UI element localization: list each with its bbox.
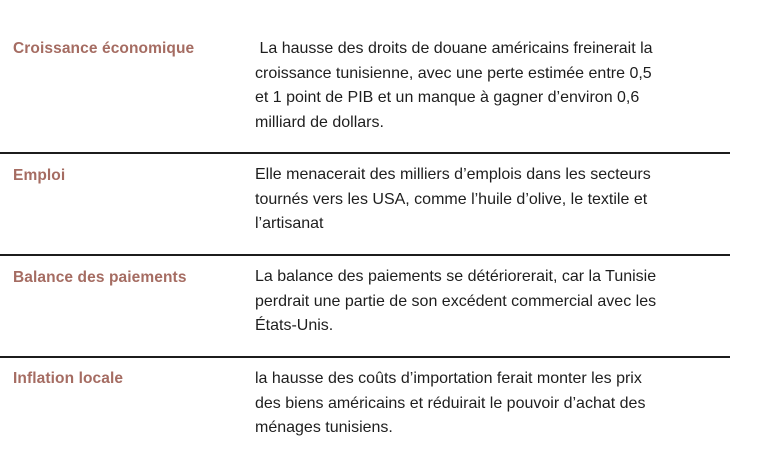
row-description: La balance des paiements se détériorerait, car la Tunisie perdrait une partie de son excédent commercial avec les États-Unis. [255, 268, 657, 334]
row-label: Inflation locale [13, 370, 124, 387]
table-row-inflation [0, 358, 730, 466]
row-description: la hausse des coûts d’importation ferait monter les prix des biens américains et réduirait le pouvoir d’achat des ménages tunisiens. [255, 370, 646, 436]
table-row-balance [0, 256, 730, 358]
row-description: La hausse des droits de douane américains freinerait la croissance tunisienne, avec une perte estimée entre 0,5 et 1 point de PIB et un manque à gagner d’environ 0,6 milliard de dollars. [255, 40, 653, 131]
table-row-emploi [0, 154, 730, 256]
row-label: Emploi [13, 167, 66, 184]
row-label: Balance des paiements [13, 269, 187, 286]
row-description: Elle menacerait des milliers d’emplois dans les secteurs tournés vers les USA, comme l’huile d’olive, le textile et l’artisanat [255, 166, 651, 232]
row-label: Croissance économique [13, 40, 195, 57]
table-row-croissance [0, 0, 730, 154]
